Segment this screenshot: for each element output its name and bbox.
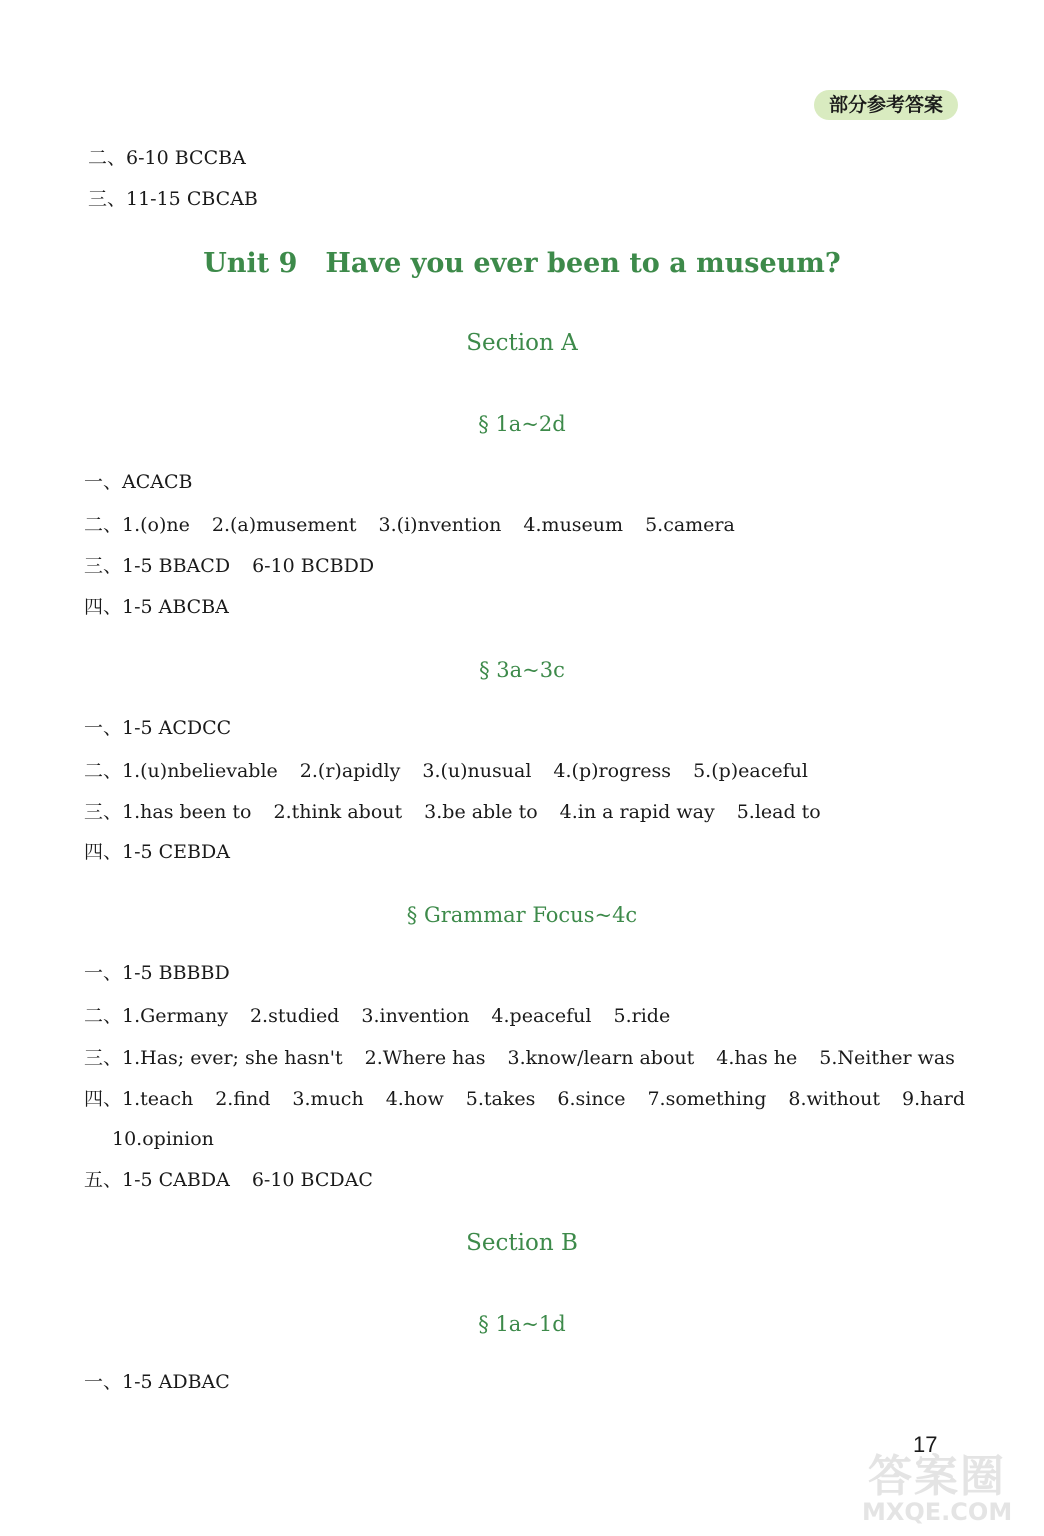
answer-key-badge: 部分参考答案 bbox=[814, 90, 958, 120]
answer-item: 2.think about bbox=[273, 801, 403, 823]
watermark-url: MXQE.COM bbox=[862, 1498, 1013, 1526]
answer-item: 9.hard bbox=[902, 1088, 965, 1110]
answer-item: 4.has he bbox=[716, 1047, 798, 1069]
answer-item: 7.something bbox=[647, 1088, 767, 1110]
answer-item: 2.(a)musement bbox=[211, 514, 357, 536]
answer-item: 四、1.teach bbox=[84, 1088, 194, 1110]
answer-item: 4.museum bbox=[523, 514, 624, 536]
answer-item: 6-10 BCDAC bbox=[251, 1169, 373, 1191]
answer-item: 6.since bbox=[557, 1088, 626, 1110]
answer-line bbox=[84, 840, 252, 864]
watermark-logo bbox=[862, 1440, 1032, 1530]
answer-item: 一、1-5 ACDCC bbox=[84, 717, 232, 739]
answer-item: 2.studied bbox=[249, 1005, 340, 1027]
section-a-title: Section A bbox=[466, 330, 578, 356]
subsection-heading: § Grammar Focus~4c bbox=[406, 903, 638, 927]
answer-item: 5.camera bbox=[645, 514, 735, 536]
answer-item: 5.ride bbox=[613, 1005, 671, 1027]
answer-item: 二、1.(u)nbelievable bbox=[84, 760, 278, 782]
answer-item: 4.in a rapid way bbox=[559, 801, 715, 823]
answer-item: 2.Where has bbox=[364, 1047, 486, 1069]
answer-item: 5.lead to bbox=[736, 801, 821, 823]
answer-line bbox=[84, 554, 396, 578]
answer-item: 5.(p)eaceful bbox=[693, 760, 808, 782]
answer-item: 三、1.Has; ever; she hasn't bbox=[84, 1047, 343, 1069]
unit-title bbox=[0, 248, 1044, 279]
answer-item: 4.(p)rogress bbox=[553, 760, 672, 782]
answer-line bbox=[84, 1046, 977, 1070]
answer-item: 3.invention bbox=[361, 1005, 470, 1027]
answer-item: 2.(r)apidly bbox=[299, 760, 401, 782]
answer-line bbox=[84, 716, 253, 740]
subsection-heading: § 1a~2d bbox=[478, 412, 566, 436]
answer-line bbox=[112, 1127, 236, 1151]
unit-question: Have you ever been to a museum? bbox=[325, 248, 841, 279]
answer-line bbox=[84, 595, 251, 619]
answer-item: 10.opinion bbox=[112, 1128, 214, 1150]
answer-item: 三、1.has been to bbox=[84, 801, 252, 823]
answer-line bbox=[84, 1087, 987, 1111]
answer-item: 三、1-5 BBACD bbox=[84, 555, 231, 577]
answer-line bbox=[84, 470, 214, 494]
answer-item: 3.much bbox=[292, 1088, 364, 1110]
answer-item: 3.(i)nvention bbox=[378, 514, 502, 536]
answer-line: 三、11-15 CBCAB bbox=[88, 188, 258, 210]
answer-item: 3.know/learn about bbox=[507, 1047, 695, 1069]
subsection-heading: § 1a~1d bbox=[478, 1312, 566, 1336]
answer-item: 四、1-5 ABCBA bbox=[84, 596, 229, 618]
answer-item: 二、1.Germany bbox=[84, 1005, 228, 1027]
answer-line bbox=[84, 1168, 395, 1192]
answer-line bbox=[84, 759, 830, 783]
answer-line bbox=[84, 800, 843, 824]
answer-item: 二、1.(o)ne bbox=[84, 514, 190, 536]
answer-item: 8.without bbox=[788, 1088, 881, 1110]
answer-item: 四、1-5 CEBDA bbox=[84, 841, 230, 863]
answer-item: 4.how bbox=[385, 1088, 444, 1110]
section-b-title: Section B bbox=[466, 1230, 578, 1256]
answer-item: 4.peaceful bbox=[491, 1005, 592, 1027]
answer-item: 5.takes bbox=[465, 1088, 536, 1110]
answer-item: 一、1-5 BBBBD bbox=[84, 962, 230, 984]
answer-line bbox=[84, 1370, 252, 1394]
answer-item: 5.Neither was bbox=[819, 1047, 955, 1069]
answer-line bbox=[84, 1004, 692, 1028]
unit-number: Unit 9 bbox=[203, 248, 298, 279]
answer-line bbox=[84, 513, 757, 537]
answer-item: 五、1-5 CABDA bbox=[84, 1169, 230, 1191]
answer-item: 3.be able to bbox=[424, 801, 538, 823]
answer-item: 6-10 BCBDD bbox=[252, 555, 375, 577]
answer-line: 二、6-10 BCCBA bbox=[88, 147, 246, 169]
page-number: 17 bbox=[913, 1432, 938, 1457]
answer-item: 3.(u)nusual bbox=[422, 760, 532, 782]
answer-item: 一、ACACB bbox=[84, 471, 193, 493]
answer-item: 一、1-5 ADBAC bbox=[84, 1371, 230, 1393]
subsection-heading: § 3a~3c bbox=[479, 658, 565, 682]
watermark-text: 答案圈 bbox=[868, 1451, 1006, 1502]
answer-line bbox=[84, 961, 252, 985]
answer-item: 2.find bbox=[215, 1088, 271, 1110]
